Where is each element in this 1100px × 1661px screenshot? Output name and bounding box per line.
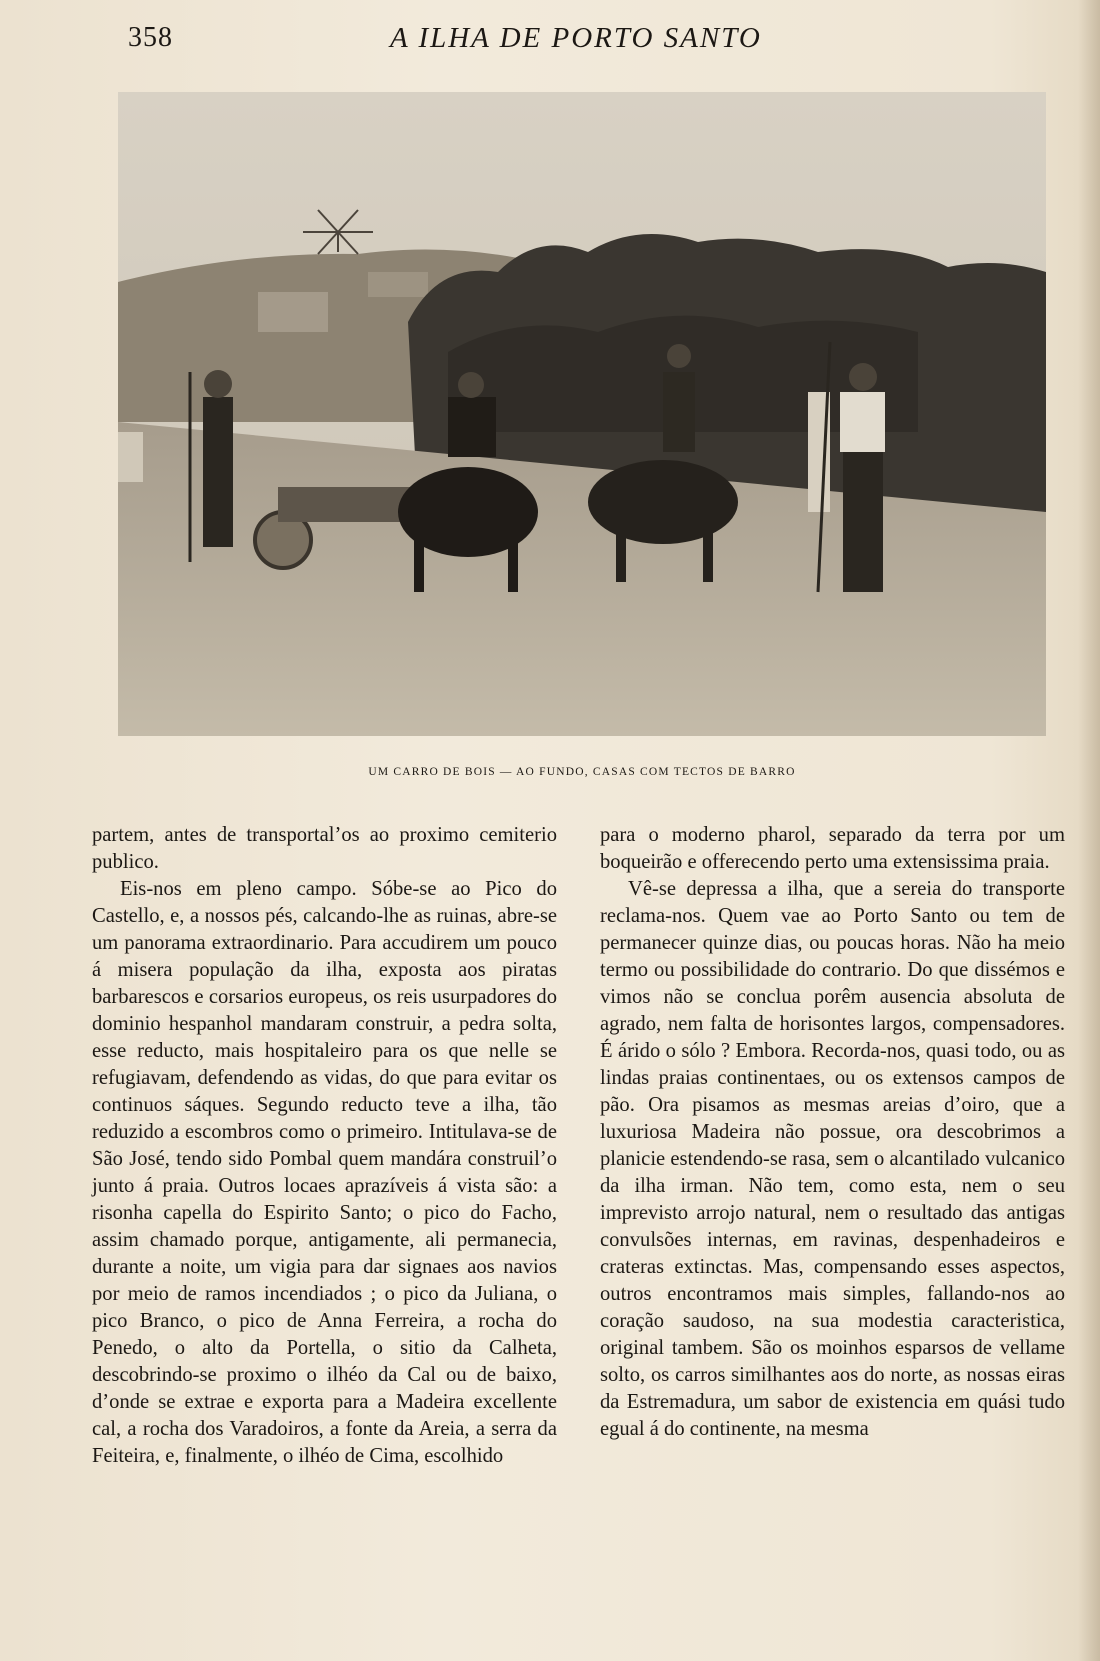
running-title: A ILHA DE PORTO SANTO xyxy=(390,22,762,54)
page-number: 358 xyxy=(128,22,173,53)
paragraph-continuation: partem, antes de transportal’os ao proximo cemiterio publico. xyxy=(92,824,557,873)
paragraph-continuation: para o moderno pharol, separado da terra por um boqueirão e offerecendo perto uma extensissima praia. xyxy=(600,824,1065,873)
paragraph: Vê-se depressa a ilha, que a sereia do transporte reclama-nos. Quem vae ao Porto Santo ou tem de permanecer quinze dias, ou poucas horas. Não ha meio termo ou possibilidade do contrario. Do que dissémos e vimos não se conclua porêm ausencia absoluta de agrado, nem falta de horisontes largos, compensadores. É árido o sólo ? Embora. Recorda-nos, quasi todo, ou as lindas praias continentaes, ou os extensos campos de pão. Ora pisamos as mesmas areias d’oiro, que a luxuriosa Madeira não possue, ora descobrimos a planicie estendendo-se rasa, sem o alcantilado vulcanico da ilha irman. Não tem, como esta, nem o seu imprevisto arrojo natural, nem o resultado das antigas convulsões internas, em ravinas, despenhadeiros e crateras extinctas. Mas, compensando esses aspectos, outros encontramos mais simples, fallando-nos ao coração saudoso, na sua modestia caracteristica, original tambem. São os moinhos esparsos de vellame solto, os carros similhantes aos do norte, as nossas eiras da Estremadura, um sabor de existencia em quási tudo egual á do continente, na mesma xyxy=(600,878,1065,1440)
figure-caption: UM CARRO DE BOIS — AO FUNDO, CASAS COM TECTOS DE BARRO xyxy=(368,766,796,778)
text-column-left xyxy=(92,822,557,1470)
paragraph: Eis-nos em pleno campo. Sóbe-se ao Pico do Castello, e, a nossos pés, calcando-lhe as ruinas, abre-se um panorama extraordinario. Para accudirem um pouco á misera população da ilha, exposta aos piratas barbarescos e corsarios europeus, os reis usurpadores do dominio hespanhol mandaram construir, a pedra solta, esse reducto, mais hospitaleiro para os que nelle se refugiavam, defendendo as vidas, do que para evitar os continuos sáques. Segundo reducto teve a ilha, tão reduzido a escombros como o primeiro. Intitulava-se de São José, tendo sido Pombal quem mandára construil’o junto á praia. Outros locaes aprazíveis á vista são: a risonha capella do Espirito Santo; o pico do Facho, assim chamado porque, antigamente, ali permanecia, durante a noite, um vigia para dar signaes aos navios por meio de ramos incendiados ; o pico da Juliana, o pico Branco, o pico de Anna Ferreira, a rocha do Penedo, o alto da Portella, o sitio da Calheta, descobrindo-se proximo o ilhéo da Cal ou de baixo, d’onde se extrae e exporta para a Madeira excellente cal, a rocha dos Varadoiros, a fonte da Areia, a serra da Feiteira, e, finalmente, o ilhéo de Cima, escolhido xyxy=(92,878,557,1467)
text-column-right xyxy=(600,822,1065,1443)
page-edge-shadow xyxy=(1078,0,1100,1661)
photograph-ox-cart xyxy=(118,92,1046,736)
